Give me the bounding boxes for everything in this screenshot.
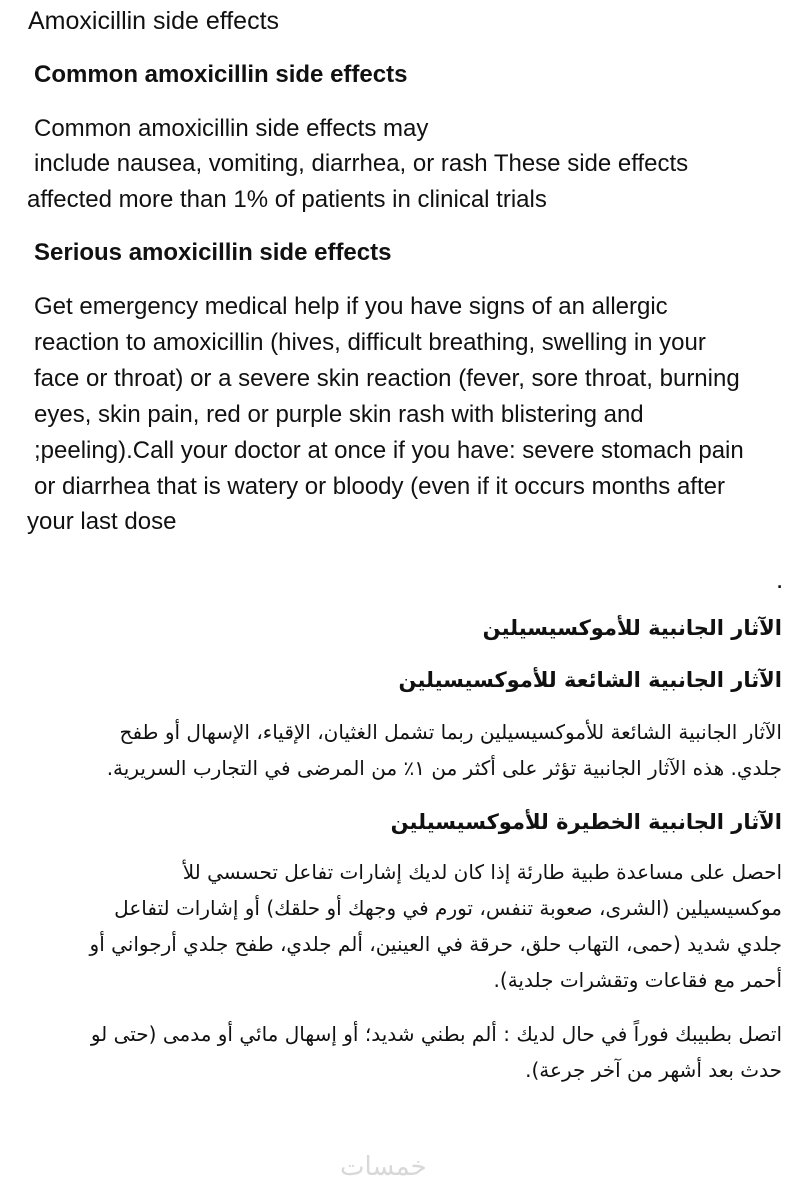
english-common-heading: Common amoxicillin side effects: [34, 61, 408, 88]
watermark-logo: خمسات: [340, 1152, 427, 1182]
english-serious-line: reaction to amoxicillin (hives, difficult breathing, swelling in your: [34, 329, 706, 356]
separator-dot: .: [776, 564, 784, 594]
arabic-serious-heading: الآثار الجانبية الخطيرة للأموكسيسيلين: [390, 810, 782, 834]
arabic-title: الآثار الجانبية للأموكسيسيلين: [482, 616, 782, 640]
english-common-line: Common amoxicillin side effects may: [34, 115, 429, 142]
arabic-serious-line: أحمر مع فقاعات وتقشرات جلدية).: [493, 968, 782, 992]
arabic-serious-line: جلدي شديد (حمى، التهاب حلق، حرقة في العينين، ألم جلدي، طفح جلدي أرجواني أو: [89, 932, 782, 956]
arabic-serious-line: احصل على مساعدة طبية طارئة إذا كان لديك إشارات تفاعل تحسسي للأ: [182, 860, 782, 884]
english-serious-line: eyes, skin pain, red or purple skin rash with blistering and: [34, 401, 644, 428]
english-serious-line: ;peeling).Call your doctor at once if you have: severe stomach pain: [34, 437, 744, 464]
arabic-call-line: حدث بعد أشهر من آخر جرعة).: [525, 1058, 782, 1082]
arabic-call-line: اتصل بطبيبك فوراً في حال لديك : ألم بطني شديد؛ أو إسهال مائي أو مدمى (حتى لو: [90, 1022, 782, 1046]
english-serious-line: your last dose: [27, 508, 177, 535]
arabic-common-line: الآثار الجانبية الشائعة للأموكسيسيلين ربما تشمل الغثيان، الإقياء، الإسهال أو طفح: [119, 720, 782, 744]
english-title: Amoxicillin side effects: [28, 7, 280, 35]
english-serious-heading: Serious amoxicillin side effects: [34, 239, 392, 266]
english-common-line: include nausea, vomiting, diarrhea, or rash These side effects: [34, 150, 689, 177]
arabic-common-line: جلدي. هذه الآثار الجانبية تؤثر على أكثر من ١٪ من المرضى في التجارب السريرية.: [106, 756, 782, 780]
english-serious-line: face or throat) or a severe skin reaction (fever, sore throat, burning: [34, 365, 740, 392]
arabic-common-heading: الآثار الجانبية الشائعة للأموكسيسيلين: [398, 668, 782, 692]
english-common-line: affected more than 1% of patients in clinical trials: [27, 186, 547, 213]
english-serious-line: or diarrhea that is watery or bloody (even if it occurs months after: [34, 473, 725, 500]
arabic-serious-line: موكسيسيلين (الشرى، صعوبة تنفس، تورم في وجهك أو حلقك) أو إشارات لتفاعل: [114, 896, 782, 920]
english-serious-line: Get emergency medical help if you have signs of an allergic: [34, 293, 668, 320]
